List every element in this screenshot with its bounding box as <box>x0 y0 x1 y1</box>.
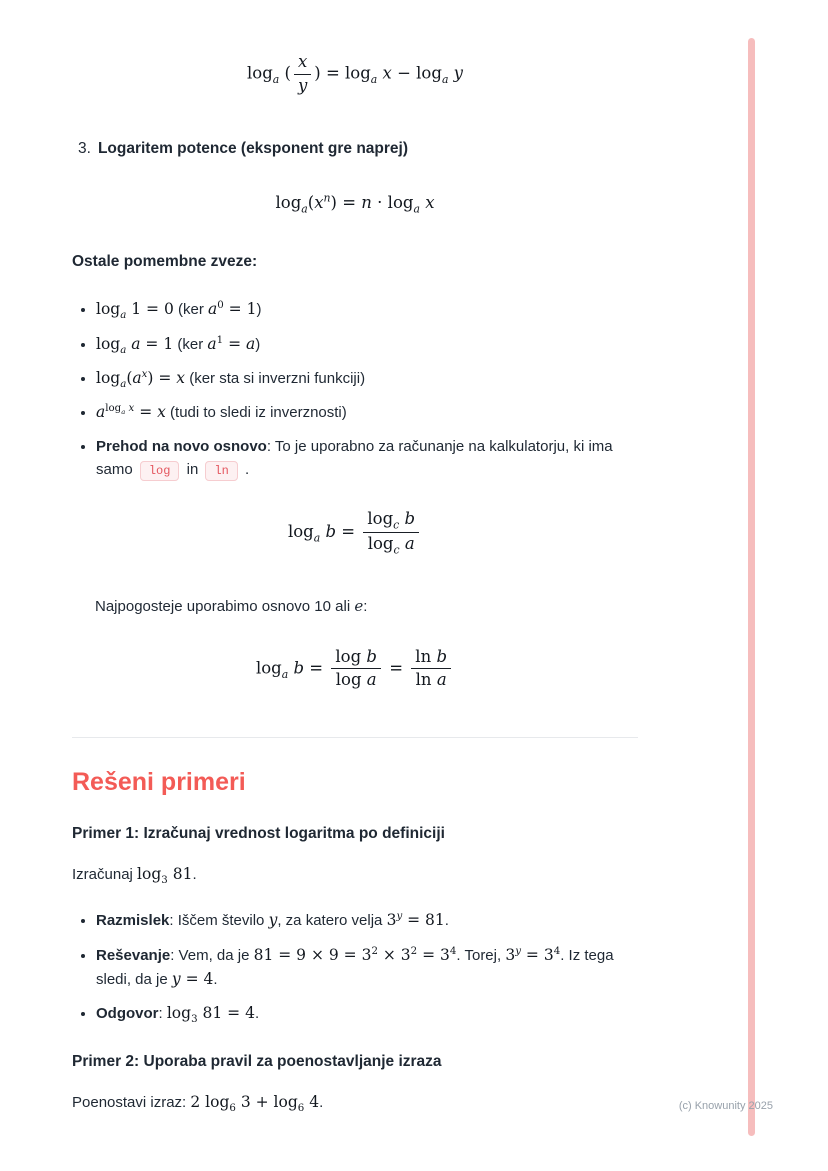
primer1-intro: Izračunaj $\log_3 81$. <box>72 864 197 886</box>
relations-list <box>72 297 638 481</box>
base10-note: Najpogosteje uporabimo osnovo 10 ali e: <box>95 596 368 615</box>
formula-base10-ln: $\log_a b$ = $\frac{\text{log b}}{\text{log a}}$ = $\frac{\text{ln b}}{\text{ln a}}$ <box>72 647 638 691</box>
rule-3-number: 3. <box>78 140 91 158</box>
relation-item: • $a^{log_a x} = x$ (tudi to sledi iz inverznosti) <box>96 400 638 424</box>
relation-item: • Prehod na novo osnovo: To je uporabno za računanje na kalkulatorju, ki ima samo log in ln . <box>96 435 638 482</box>
solved-examples-heading: Rešeni primeri <box>72 767 246 796</box>
relation-item: • $\log_a a = 1$ (ker $a^1 = a$) <box>96 332 638 356</box>
primer1-steps-list <box>72 908 638 1025</box>
relation-item: • $\log_a 1 = 0$ (ker $a^0 = 1$) <box>96 297 638 321</box>
formula-log-power: $\log_a(x^n) = n \cdot \log_a x$ <box>275 191 435 216</box>
footer-copyright: (c) Knowunity 2025 <box>678 1100 773 1112</box>
primer1-heading: Primer 1: Izračunaj vrednost logaritma po definiciji <box>72 824 445 842</box>
document-content <box>72 46 638 1115</box>
rule-3-title: Logaritem potence (eksponent gre naprej) <box>97 140 408 158</box>
formula-base-change: $\log_a b$ = $\frac{\log_c b}{\log_c a}$ <box>72 509 638 556</box>
relation-item: • $\log_a(a^x) = x$ (ker sta si inverzni funkciji) <box>96 366 638 390</box>
formula-log-quotient: $\log_a$ ( $\frac{x}{y}$ ) = $\log_a x - \log_a y$ <box>246 52 463 95</box>
section-divider <box>72 737 638 738</box>
solution-step: • Odgovor: $\log_3 81 = 4$. <box>96 1001 638 1025</box>
solution-step: • Razmislek: Iščem število y, za katero velja $3^y = 81$. <box>96 908 638 932</box>
solution-step: • Reševanje: Vem, da je $81 = 9 \times 9 = 3^2 \times 3^2 = 3^4$. Torej, $3^y = 3^4$. Iz tega sledi, da je y = 4. <box>96 943 638 992</box>
rule-3-heading <box>78 140 638 158</box>
primer2-heading: Primer 2: Uporaba pravil za poenostavljanje izraza <box>72 1053 442 1071</box>
primer2-intro: Poenostavi izraz: 2 $\log_6 3 + \log_6 4$. <box>72 1093 324 1115</box>
decorative-edge-bar <box>748 38 755 1136</box>
other-relations-heading: Ostale pomembne zveze: <box>72 253 258 271</box>
